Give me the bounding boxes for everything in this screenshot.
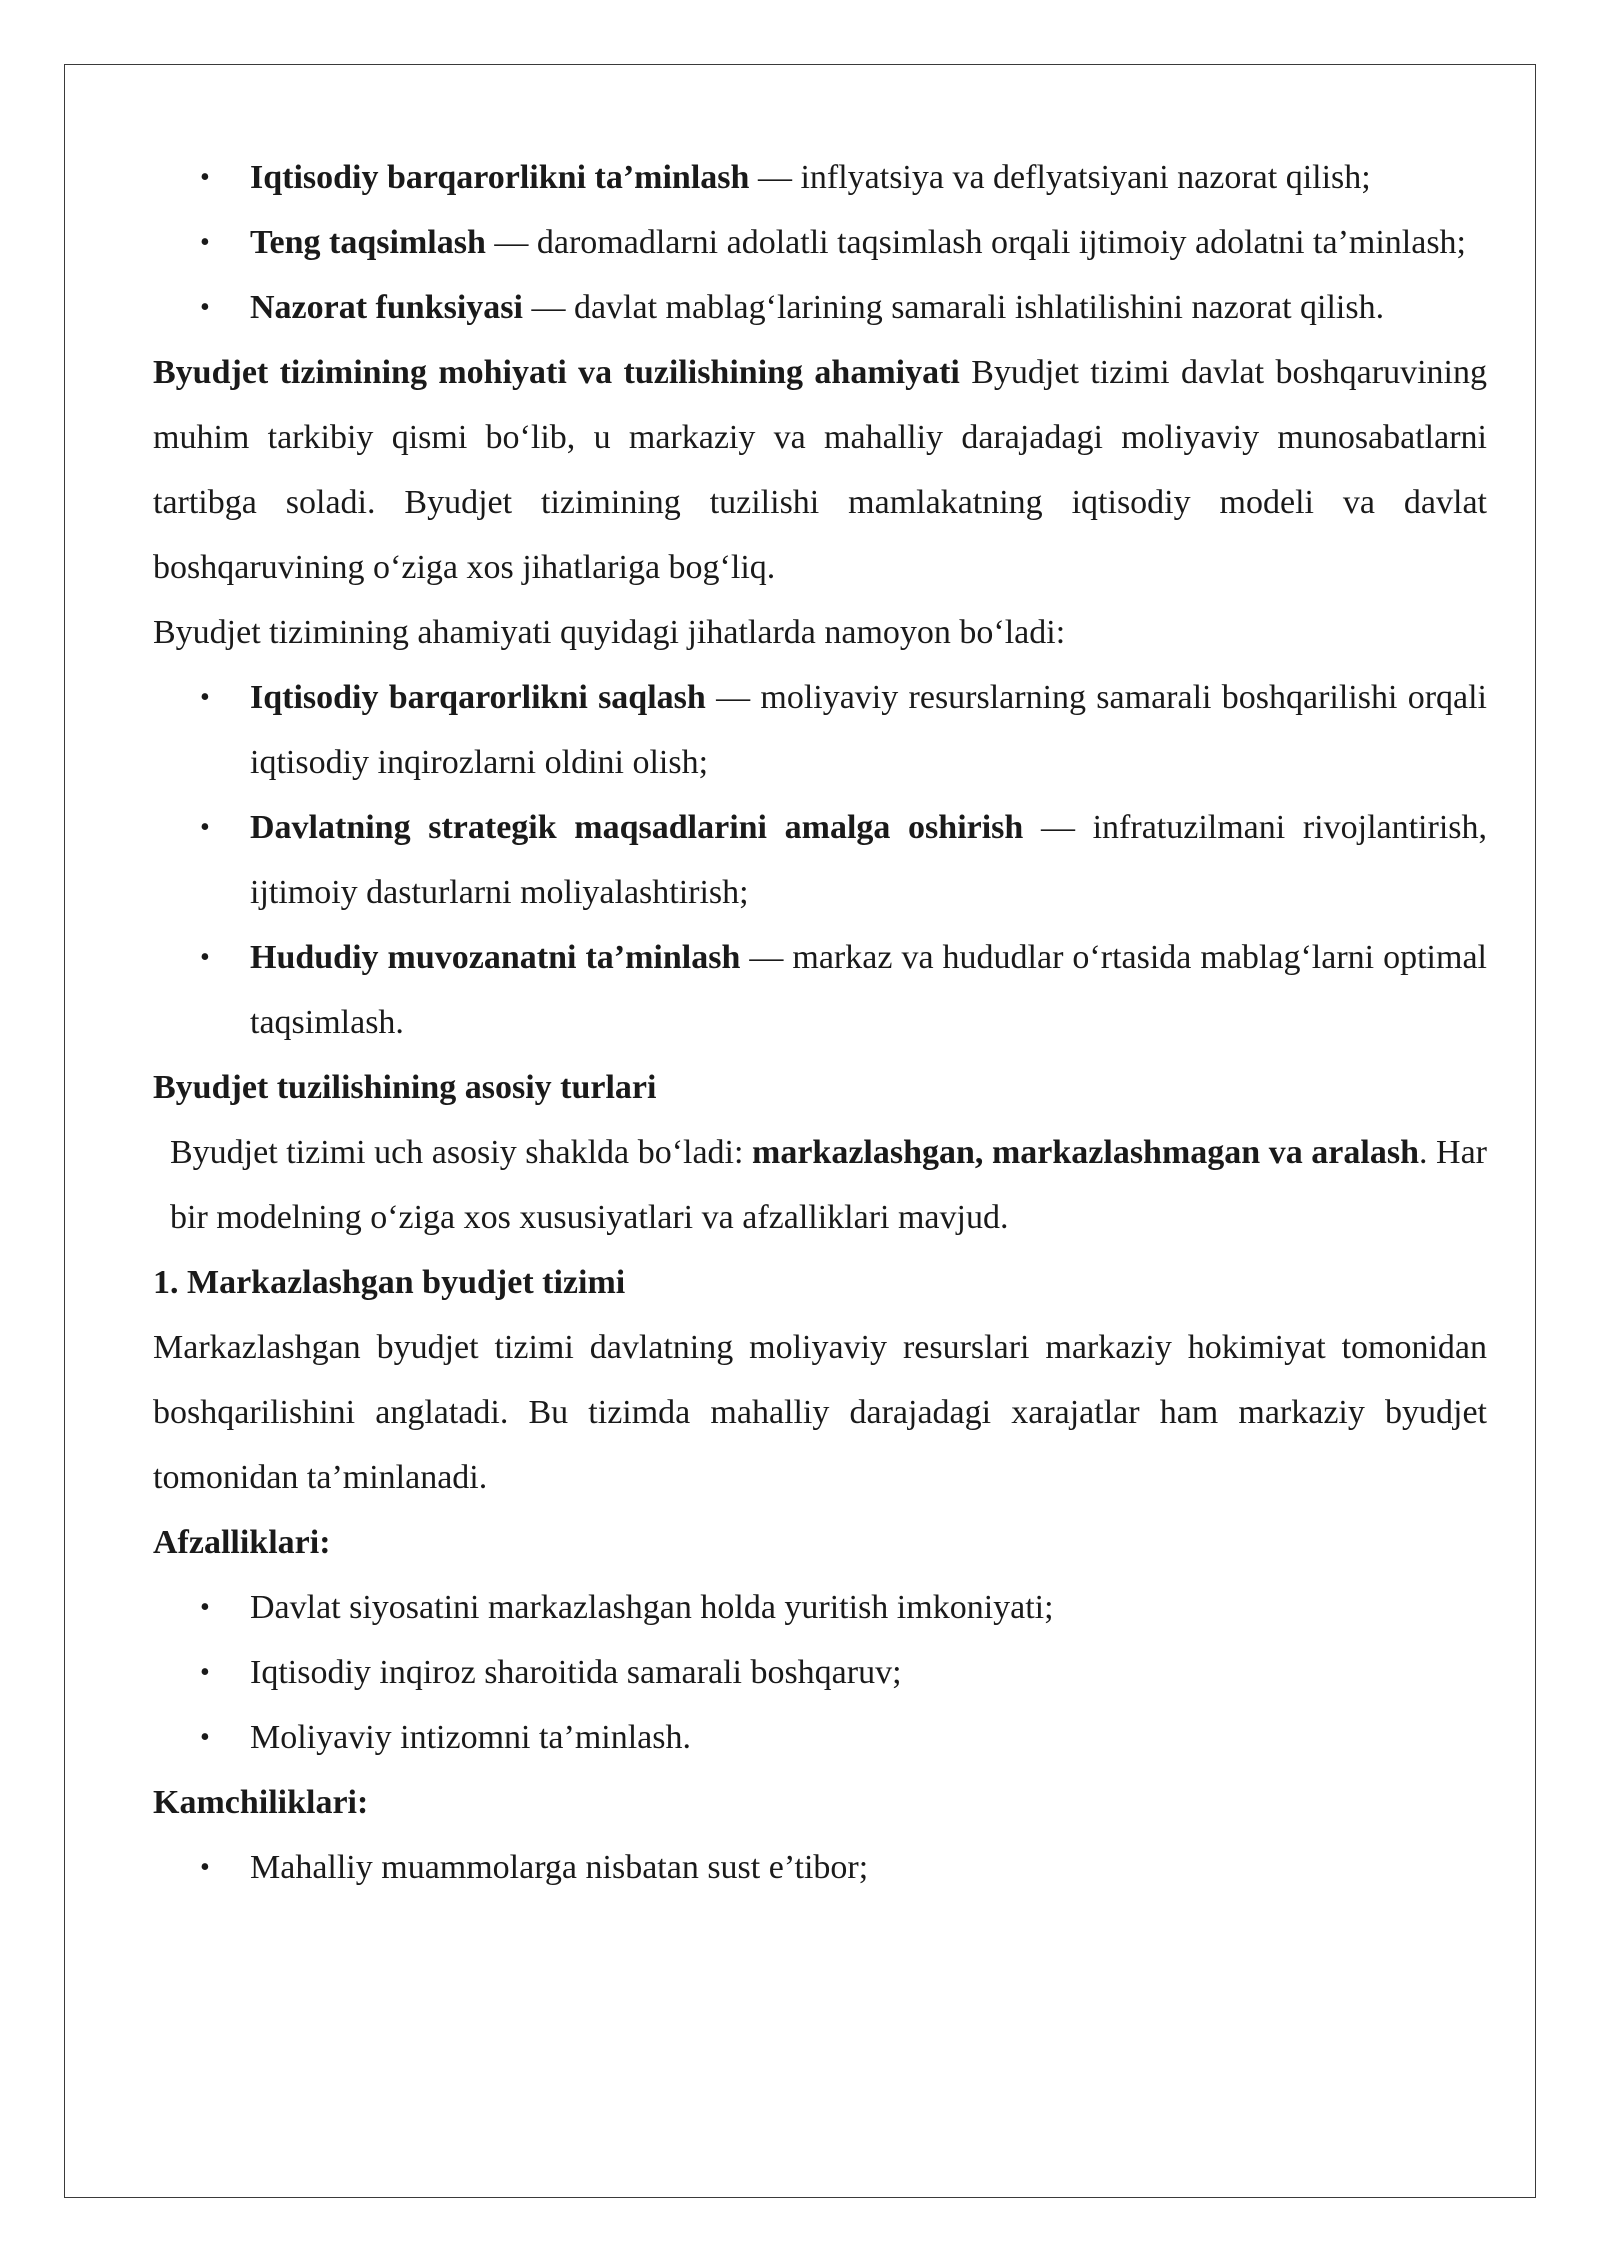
functions-list [153, 145, 1487, 340]
list-item [153, 925, 1487, 1055]
list-item-desc: — markaz va hududlar o‘rtasida mablag‘larni optimal taqsimlash. [250, 939, 1487, 1041]
section-types-body [153, 1120, 1487, 1250]
list-item-term: Iqtisodiy barqarorlikni ta’minlash [250, 159, 750, 196]
list-item-term: Iqtisodiy barqarorlikni saqlash [250, 679, 706, 716]
section-essence-paragraph [153, 340, 1487, 600]
list-item-desc: — moliyaviy resurslarning samarali boshqarilishi orqali iqtisodiy inqirozlarni oldini olish; [250, 679, 1487, 781]
list-item-term: Hududiy muvozanatni ta’minlash [250, 939, 741, 976]
types-body-pre: Byudjet tizimi uch asosiy shaklda bo‘ladi: [170, 1134, 752, 1171]
importance-intro: Byudjet tizimining ahamiyati quyidagi jihatlarda namoyon bo‘ladi: [153, 614, 1066, 651]
section-types-heading: Byudjet tuzilishining asosiy turlari [153, 1069, 657, 1106]
section-essence-heading: Byudjet tizimining mohiyati va tuzilishining ahamiyati [153, 354, 960, 391]
types-body-post: . Har bir modelning o‘ziga xos xususiyatlari va afzalliklari mavjud. [170, 1134, 1488, 1236]
list-item-desc: — inflyatsiya va deflyatsiyani nazorat qilish; [749, 159, 1371, 196]
disadvantages-heading: Kamchiliklari: [153, 1784, 369, 1821]
list-item: • Mahalliy muammolarga nisbatan sust e’tibor; [153, 1835, 1487, 1900]
advantages-heading: Afzalliklari: [153, 1524, 331, 1561]
list-item-desc: — daromadlarni adolatli taqsimlash orqali ijtimoiy adolatni ta’minlash; [485, 224, 1466, 261]
list-item-term: Davlatning strategik maqsadlarini amalga oshirish [250, 809, 1024, 846]
advantages-list [153, 1575, 1487, 1770]
types-body-bold: markazlashgan, markazlashmagan va aralash [752, 1134, 1419, 1171]
list-item-desc: — infratuzilmani rivojlantirish, ijtimoiy dasturlarni moliyalashtirish; [250, 809, 1487, 911]
section-essence-body: Byudjet tizimi davlat boshqaruvining muhim tarkibiy qismi bo‘lib, u markaziy va mahalliy darajadagi moliyaviy munosabatlarni tartibga soladi. Byudjet tizimining tuzilishi mamlakatning iqtisodiy modeli va davlat boshqaruvining o‘ziga xos jihatlariga bog‘liq. [153, 354, 1487, 586]
list-item-desc: — davlat mablag‘larining samarali ishlatilishini nazorat qilish. [522, 289, 1385, 326]
importance-list [153, 665, 1487, 1055]
list-item-term: Teng taqsimlash [250, 224, 486, 261]
section-centralized-heading: 1. Markazlashgan byudjet tizimi [153, 1264, 626, 1301]
list-item: • Iqtisodiy inqiroz sharoitida samarali boshqaruv; [153, 1640, 1487, 1705]
list-item [153, 275, 1487, 340]
document-content [153, 145, 1487, 1900]
list-item [153, 795, 1487, 925]
list-item [153, 145, 1487, 210]
section-centralized-body: Markazlashgan byudjet tizimi davlatning moliyaviy resurslari markaziy hokimiyat tomonidan boshqarilishini anglatadi. Bu tizimda mahalliy darajadagi xarajatlar ham markaziy byudjet tomonidan ta’minlanadi. [153, 1329, 1487, 1496]
list-item-term: Nazorat funksiyasi [250, 289, 523, 326]
list-item [153, 210, 1487, 275]
list-item: • Moliyaviy intizomni ta’minlash. [153, 1705, 1487, 1770]
disadvantages-list [153, 1835, 1487, 1900]
list-item: • Davlat siyosatini markazlashgan holda yuritish imkoniyati; [153, 1575, 1487, 1640]
list-item [153, 665, 1487, 795]
